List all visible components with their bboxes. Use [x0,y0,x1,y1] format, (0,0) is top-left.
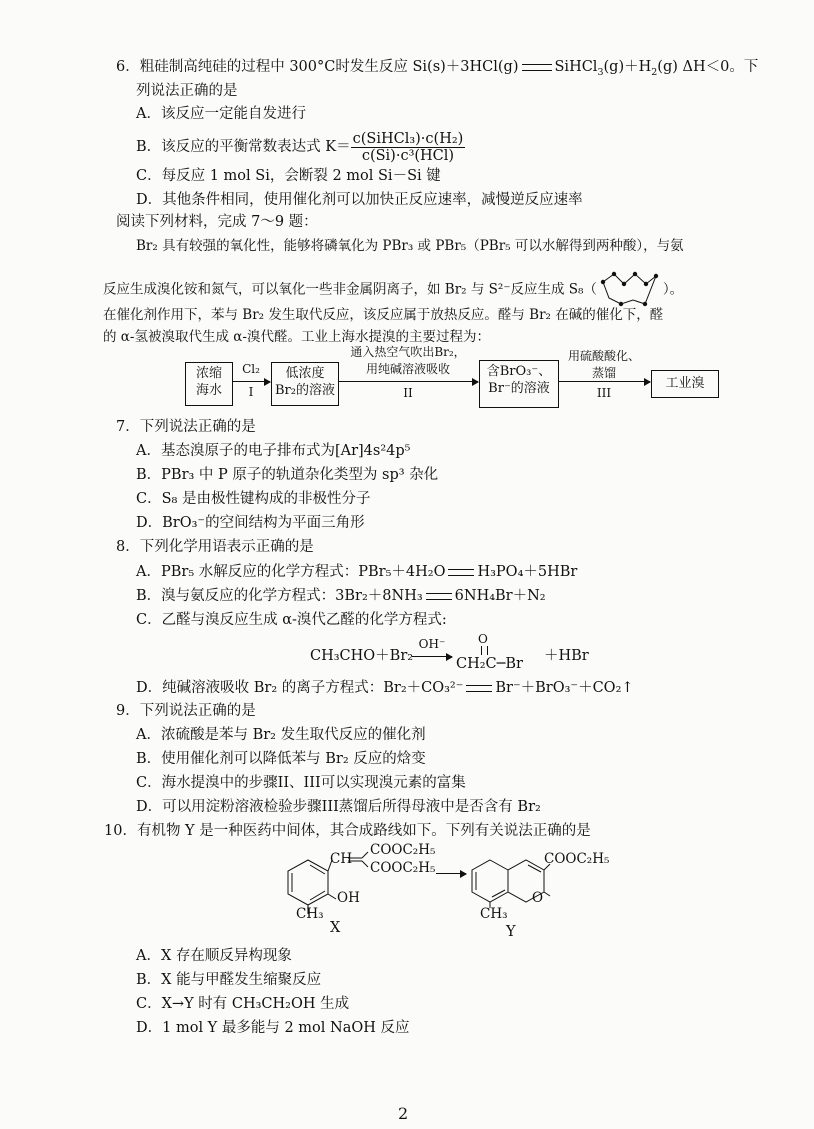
q6-stem-line1: 6．粗硅制高纯硅的过程中 300°C时发生反应 Si(s)＋3HCl(g) $SiHCl_3(g)+H_2(g)$ ΔH＜0。下 [116,59,759,78]
q6-option-c: C．每反应 1 mol Si，会断裂 2 mol Si－Si 键 [136,168,441,184]
q8-c-equation-right: ＋HBr [544,648,589,664]
q8-c-product: CH₂C─Br [456,656,523,672]
q9-option-c: C．海水提溴中的步骤II、III可以实现溴元素的富集 [136,775,466,791]
material-p4: 的 α-氢被溴取代生成 α-溴代醛。工业上海水提溴的主要过程为： [103,329,490,345]
s8-ring-icon [597,270,663,310]
q10-option-c: C．X→Y 时有 CH₃CH₂OH 生成 [136,996,350,1012]
equals-sign-icon [448,569,474,576]
material-p2 [103,270,683,310]
fraction-numerator: c(SiHCl₃)·c(H₂) [352,130,464,147]
y-compound-label: Y [506,924,516,940]
q9-stem: 9．下列说法正确的是 [116,703,256,719]
flow-arrow-1 [232,381,270,382]
q7-stem: 7．下列说法正确的是 [116,419,256,435]
equilibrium-constant-fraction [351,131,466,164]
q8-c-condition: OH⁻ [418,637,446,651]
q9-option-d: D．可以用淀粉溶液检验步骤III蒸馏后所得母液中是否含有 Br₂ [136,799,541,815]
q7-option-b: B．PBr₃ 中 P 原子的轨道杂化类型为 sp³ 杂化 [136,467,439,483]
q8-option-b [136,586,546,606]
q6-stem-b: SiHCl [554,59,598,75]
q6-option-d: D．其他条件相同，使用催化剂可以加快正反应速率，减慢逆反应速率 [136,192,583,208]
x-compound-label: X [330,920,341,936]
equilibrium-arrow-icon [522,64,552,71]
q7-option-d: D．BrO₃⁻的空间结构为平面三角形 [136,515,365,531]
q9-option-b: B．使用催化剂可以降低苯与 Br₂ 反应的焓变 [136,751,426,767]
flow-arrow-3-bottom: III [596,386,612,400]
flow-arrow-2-bottom: II [403,386,413,400]
q8-option-a [136,562,577,582]
q6-stem-a: 6．粗硅制高纯硅的过程中 300°C时发生反应 Si(s)＋3HCl(g) [116,59,519,75]
q8-option-d [136,678,634,698]
flow-arrow-2-top: 通入热空气吹出Br₂， 用纯碱溶液吸收 [350,345,466,376]
q10-option-d: D．1 mol Y 最多能与 2 mol NaOH 反应 [136,1020,410,1036]
flow-box-industrial-br: 工业溴 [651,370,719,398]
q6-stem-d: (g) ΔH＜0。下 [657,59,759,75]
q8-option-a-left: A．PBr₅ 水解反应的化学方程式：PBr₅＋4H₂O [136,564,446,580]
material-p3: 在催化剂作用下，苯与 Br₂ 发生取代反应，该反应属于放热反应。醛与 Br₂ 在碱的催化下，醛 [103,307,664,323]
equals-sign-icon [426,593,452,600]
y-ch3-label: CH₃ [480,906,508,922]
x-ch3-label: CH₃ [296,906,324,922]
equals-sign-icon [466,685,492,692]
q8-option-d-right: Br⁻＋BrO₃⁻＋CO₂↑ [495,680,634,696]
x-ch-label: CH [330,851,353,867]
material-p1: Br₂ 具有较强的氧化性，能够将磷氧化为 PBr₃ 或 PBr₅（PBr₅ 可以水解得到两种酸），与氨 [136,238,684,254]
fraction-denominator: c(Si)·c³(HCl) [361,147,455,164]
flow-arrow-1-top: Cl₂ [242,362,260,376]
q8-option-a-right: H₃PO₄＋5HBr [477,564,578,580]
q6-option-b-prefix: B．该反应的平衡常数表达式 K＝ [136,139,351,155]
q8-c-carbonyl-o: O [478,632,488,646]
flow-arrow-3-top: 用硫酸酸化、 蒸馏 [567,349,640,380]
flow-box-seawater: 浓缩 海水 [185,362,233,406]
x-cooet-top: COOC₂H₅ [370,842,436,858]
q8-c-equation-left: CH₃CHO＋Br₂ [310,648,414,664]
page-number: 2 [398,1104,409,1123]
reaction-arrow-icon [412,656,452,657]
x-to-y-arrow-icon [436,873,466,874]
q9-option-a: A．浓硫酸是苯与 Br₂ 发生取代反应的催化剂 [136,727,426,743]
q8-stem: 8．下列化学用语表示正确的是 [116,539,314,555]
q10-option-b: B．X 能与甲醛发生缩聚反应 [136,972,322,988]
q8-option-b-left: B．溴与氨反应的化学方程式：3Br₂＋8NH₃ [136,588,423,604]
q10-option-a: A．X 存在顺反异构现象 [136,948,292,964]
material-p2-a: 反应生成溴化铵和氮气，可以氧化一些非金属阴离子，如 Br₂ 与 S²⁻反应生成 S₈（ [103,281,597,298]
q8-option-c: C．乙醛与溴反应生成 α-溴代乙醛的化学方程式: [136,612,447,628]
q6-stem-c: (g)＋H [603,59,652,75]
flow-arrow-1-bottom: I [248,385,254,399]
q8-option-d-left: D．纯碱溶液吸收 Br₂ 的离子方程式：Br₂＋CO₃²⁻ [136,680,464,696]
flow-arrow-2 [338,381,478,382]
x-oh-label: OH [337,890,360,906]
x-cooet-bottom: COOC₂H₅ [370,860,436,876]
q6-option-a: A．该反应一定能自发进行 [136,106,306,122]
material-intro: 阅读下列材料，完成 7～9 题： [116,214,318,230]
q7-option-c: C．S₈ 是由极性键构成的非极性分子 [136,491,371,507]
y-cooet-label: COOC₂H₅ [544,851,610,867]
q6-option-b [136,128,465,166]
y-ring-o-label: O [532,890,544,906]
q6-stem-line2: 列说法正确的是 [136,83,238,99]
q8-option-b-right: 6NH₄Br＋N₂ [454,588,546,604]
flow-box-low-br2: 低浓度 Br₂的溶液 [271,362,339,406]
q7-option-a: A．基态溴原子的电子排布式为[Ar]4s²4p⁵ [136,443,411,459]
material-p2-b: ）。 [662,281,684,298]
q10-stem: 10．有机物 Y 是一种医药中间体，其合成路线如下。下列有关说法正确的是 [104,823,591,839]
flow-box-bro3-br: 含BrO₃⁻、 Br⁻的溶液 [479,360,559,408]
